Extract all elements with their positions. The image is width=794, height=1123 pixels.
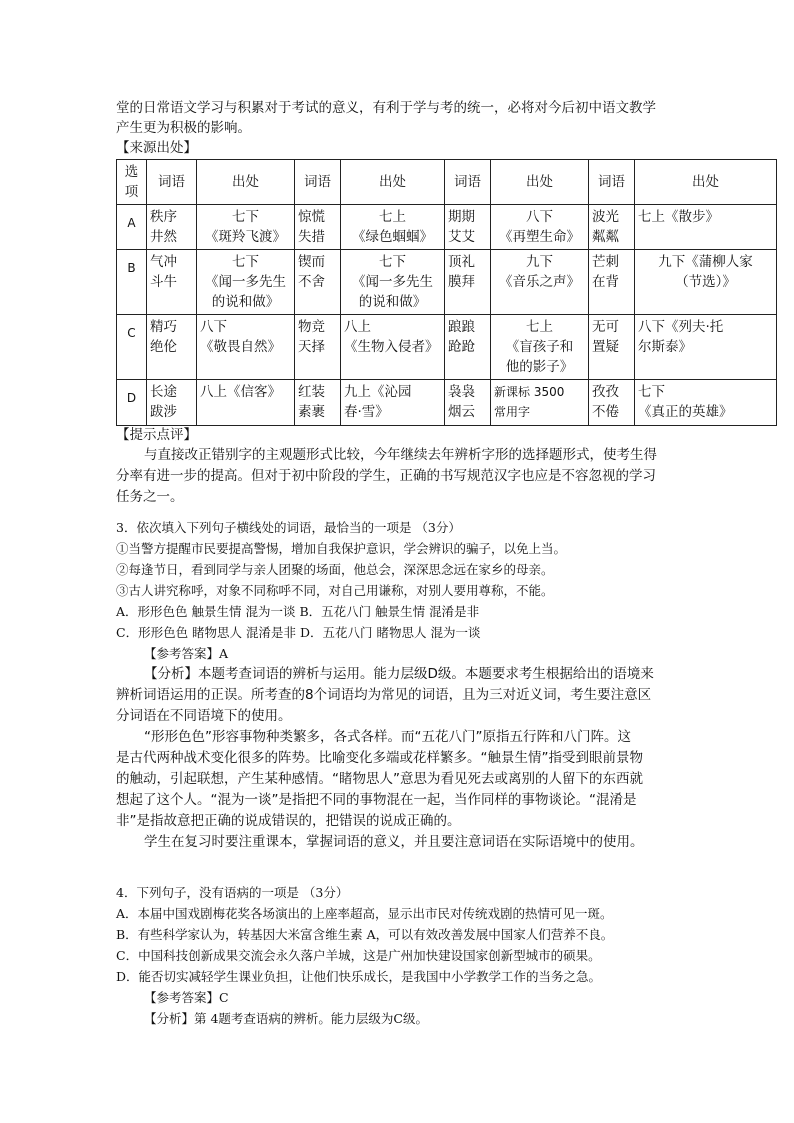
q3-answer: 【参考答案】A bbox=[144, 646, 229, 661]
source-cell: 七上《散步》 bbox=[635, 205, 777, 250]
word-cell: 秩序 井然 bbox=[147, 205, 197, 250]
q3-analysis-1: 【分析】本题考查词语的辨析与运用。能力层级D级。本题要求考生根据给出的语境来 bbox=[144, 666, 654, 682]
source-cell: 八下 《敬畏自然》 bbox=[197, 315, 295, 380]
q4-answer: 【参考答案】C bbox=[144, 990, 229, 1005]
tips-heading: 【提示点评】 bbox=[116, 427, 197, 443]
q3-advice: 学生在复习时要注重课本，掌握词语的意义，并且要注意词语在实际语境中的使用。 bbox=[144, 834, 644, 850]
source-cell: 七下 《真正的英雄》 bbox=[635, 380, 777, 426]
word-cell: 期期 艾艾 bbox=[445, 205, 491, 250]
header-cell: 出处 bbox=[491, 160, 589, 205]
word-cell: 锲而 不舍 bbox=[295, 250, 341, 315]
source-cell: 八下 《再塑生命》 bbox=[491, 205, 589, 250]
header-cell: 词语 bbox=[445, 160, 491, 205]
word-cell: 踉踉 跄跄 bbox=[445, 315, 491, 380]
source-cell: 九下 《音乐之声》 bbox=[491, 250, 589, 315]
q3-explanation-3: 的触动，引起联想，产生某种感情。“睹物思人”意思为看见死去或离别的人留下的东西就 bbox=[116, 771, 643, 787]
table-header-row bbox=[117, 160, 777, 205]
q3-analysis-2: 辨析词语运用的正误。所考查的8个词语均为常见的词语，且为三对近义词，考生要注意区 bbox=[116, 687, 652, 703]
header-cell: 选 项 bbox=[117, 160, 147, 205]
source-table bbox=[116, 159, 777, 426]
source-cell: 九上《沁园 春·雪》 bbox=[341, 380, 445, 426]
intro-line-1: 堂的日常语文学习与积累对于考试的意义，有利于学与考的统一，必将对今后初中语文教学 bbox=[116, 100, 656, 116]
q4-analysis: 【分析】第 4题考查语病的辨析。能力层级为C级。 bbox=[144, 1011, 428, 1026]
source-cell: 八下《列夫·托 尔斯泰》 bbox=[635, 315, 777, 380]
word-cell: 孜孜 不倦 bbox=[589, 380, 635, 426]
q3-sentence-1: ①当警方提醒市民要提高警惕，增加自我保护意识，学会辨识的骗子，以免上当。 bbox=[116, 541, 567, 556]
option-cell: A bbox=[117, 205, 147, 250]
tips-line-2: 分率有进一步的提高。但对于初中阶段的学生，正确的书写规范汉字也应是不容忽视的学习 bbox=[116, 468, 656, 484]
q3-options-cd: C．形形色色 睹物思人 混淆是非 D．五花八门 睹物思人 混为一谈 bbox=[116, 625, 481, 640]
table-row bbox=[117, 250, 777, 315]
option-cell: B bbox=[117, 250, 147, 315]
q4-stem: 4．下列句子，没有语病的一项是 （3分） bbox=[116, 885, 349, 900]
q3-explanation-1: “形形色色”形容事物种类繁多，各式各样。而“五花八门”原指五行阵和八门阵。这 bbox=[144, 729, 631, 745]
header-cell: 词语 bbox=[295, 160, 341, 205]
q4-option-d: D．能否切实减轻学生课业负担，让他们快乐成长，是我国中小学教学工作的当务之急。 bbox=[116, 969, 602, 984]
source-cell: 八上 《生物入侵者》 bbox=[341, 315, 445, 380]
source-cell: 七上 《绿色蝈蝈》 bbox=[341, 205, 445, 250]
table-row bbox=[117, 205, 777, 250]
header-cell: 出处 bbox=[635, 160, 777, 205]
source-heading: 【来源出处】 bbox=[116, 140, 197, 156]
header-cell: 出处 bbox=[341, 160, 445, 205]
q3-explanation-5: 非”是指故意把正确的说成错误的，把错误的说成正确的。 bbox=[116, 813, 461, 829]
header-cell: 词语 bbox=[589, 160, 635, 205]
source-cell: 七下 《斑羚飞渡》 bbox=[197, 205, 295, 250]
option-cell: D bbox=[117, 380, 147, 426]
source-cell: 七上 《盲孩子和 他的影子》 bbox=[491, 315, 589, 380]
source-cell: 九下《蒲柳人家 （节选）》 bbox=[635, 250, 777, 315]
q3-explanation-2: 是古代两种战术变化很多的阵势。比喻变化多端或花样繁多。“触景生情”指受到眼前景物 bbox=[116, 750, 643, 766]
q3-stem: 3．依次填入下列句子横线处的词语，最恰当的一项是 （3分） bbox=[116, 520, 461, 535]
word-cell: 袅袅 烟云 bbox=[445, 380, 491, 426]
word-cell: 惊慌 失措 bbox=[295, 205, 341, 250]
tips-line-3: 任务之一。 bbox=[116, 489, 184, 505]
word-cell: 无可 置疑 bbox=[589, 315, 635, 380]
word-cell: 长途 跋涉 bbox=[147, 380, 197, 426]
word-cell: 气冲 斗牛 bbox=[147, 250, 197, 315]
source-cell: 七下 《闻一多先生 的说和做》 bbox=[341, 250, 445, 315]
q4-option-b: B．有些科学家认为，转基因大米富含维生素 A，可以有效改善发展中国家人们营养不良。 bbox=[116, 927, 614, 942]
q4-option-c: C．中国科技创新成果交流会永久落户羊城，这是广州加快建设国家创新型城市的硕果。 bbox=[116, 948, 601, 963]
word-cell: 波光 粼粼 bbox=[589, 205, 635, 250]
table-row bbox=[117, 380, 777, 426]
q3-explanation-4: 想起了这个人。“混为一谈”是指把不同的事物混在一起，当作同样的事物谈论。“混淆是 bbox=[116, 792, 637, 808]
q3-sentence-2: ②每逢节日，看到同学与亲人团聚的场面，他总会，深深思念远在家乡的母亲。 bbox=[116, 562, 554, 577]
word-cell: 顶礼 膜拜 bbox=[445, 250, 491, 315]
option-cell: C bbox=[117, 315, 147, 380]
intro-line-2: 产生更为积极的影响。 bbox=[116, 120, 251, 136]
q3-analysis-3: 分词语在不同语境下的使用。 bbox=[116, 708, 292, 724]
word-cell: 芒刺 在背 bbox=[589, 250, 635, 315]
q4-option-a: A．本届中国戏剧梅花奖各场演出的上座率超高，显示出市民对传统戏剧的热情可见一斑。 bbox=[116, 906, 613, 921]
word-cell: 物竞 天择 bbox=[295, 315, 341, 380]
source-cell: 新课标 3500 常用字 bbox=[491, 380, 589, 426]
q3-options-ab: A．形形色色 触景生情 混为一谈 B．五花八门 触景生情 混淆是非 bbox=[116, 604, 480, 619]
word-cell: 红装 素裹 bbox=[295, 380, 341, 426]
source-cell: 七下 《闻一多先生 的说和做》 bbox=[197, 250, 295, 315]
tips-line-1: 与直接改正错别字的主观题形式比较，今年继续去年辨析字形的选择题形式，使考生得 bbox=[144, 447, 657, 463]
source-cell: 八上《信客》 bbox=[197, 380, 295, 426]
q3-sentence-3: ③古人讲究称呼，对象不同称呼不同，对自己用谦称，对别人要用尊称，不能。 bbox=[116, 583, 554, 598]
word-cell: 精巧 绝伦 bbox=[147, 315, 197, 380]
table-row bbox=[117, 315, 777, 380]
header-cell: 词语 bbox=[147, 160, 197, 205]
header-cell: 出处 bbox=[197, 160, 295, 205]
